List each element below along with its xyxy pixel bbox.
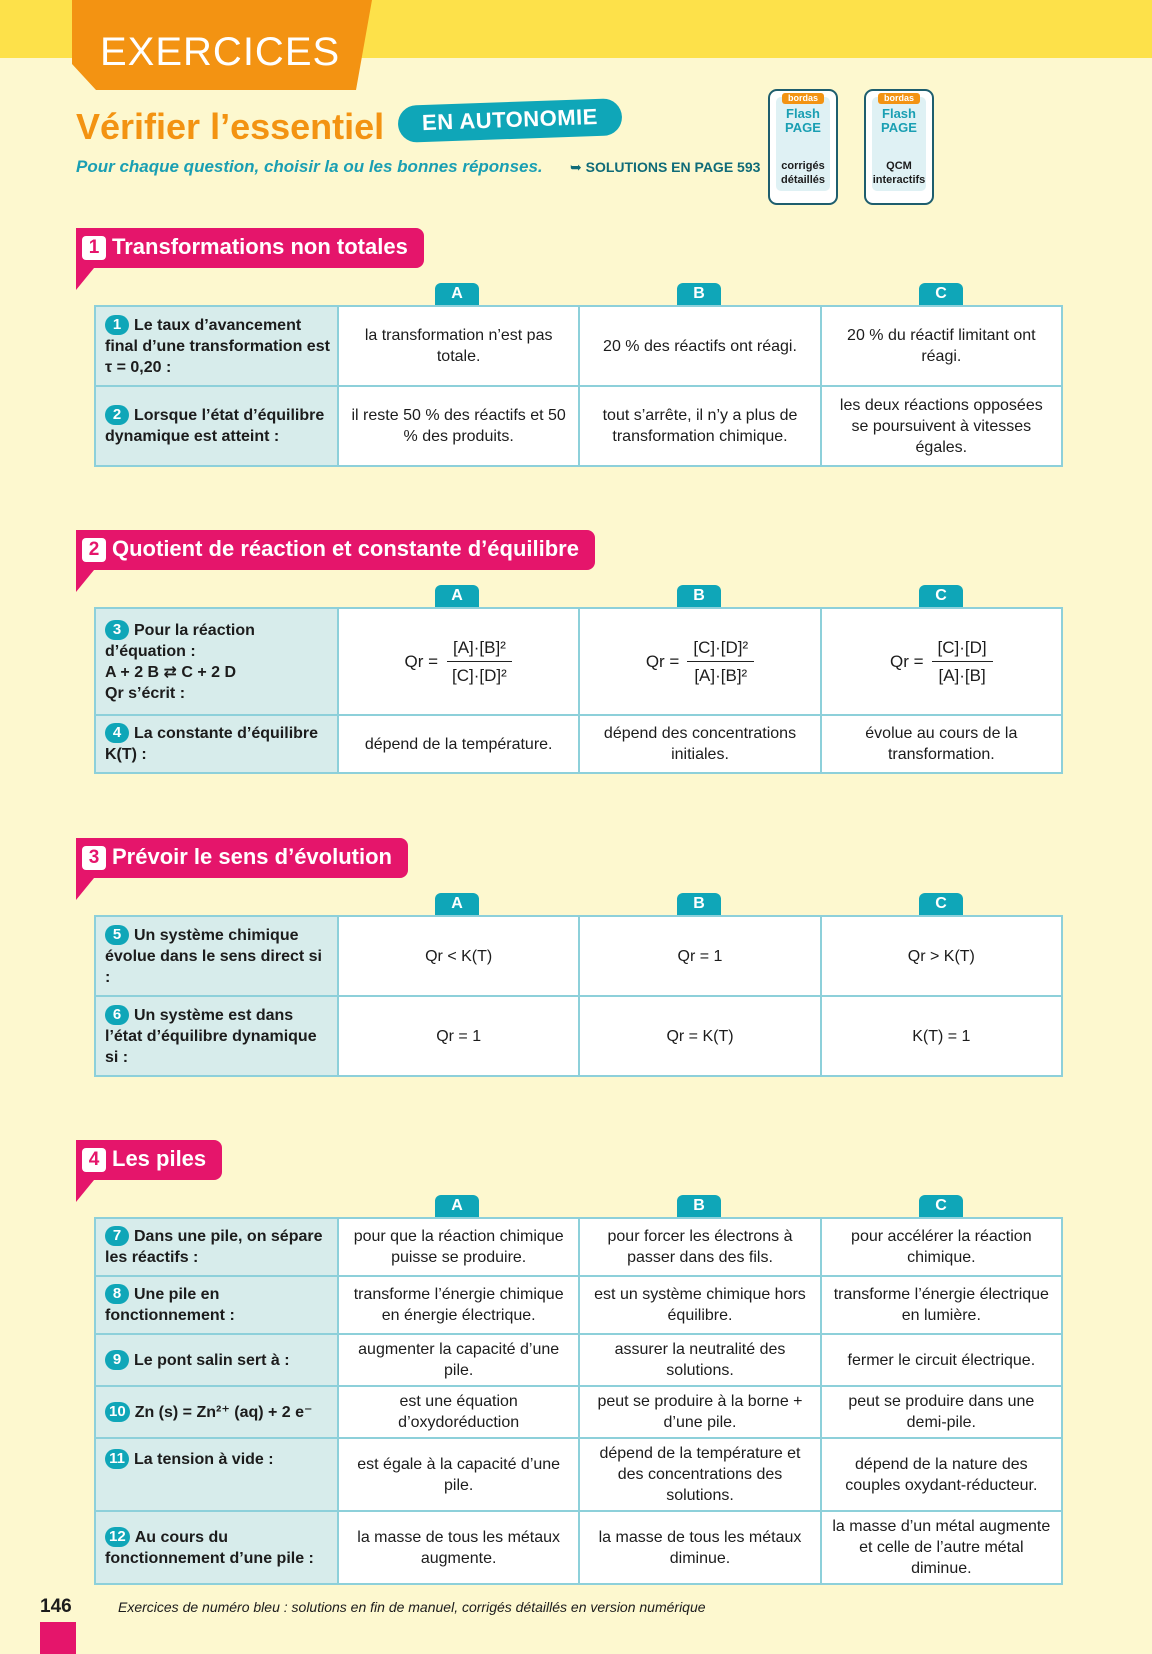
question-cell <box>95 996 338 1076</box>
question-cell <box>95 1511 338 1584</box>
section-2-header <box>76 530 595 570</box>
table-row <box>95 996 1062 1076</box>
question-text: La constante d’équilibre K(T) : <box>105 725 319 763</box>
question-number: 6 <box>105 1005 129 1025</box>
section-tail <box>76 1180 94 1202</box>
column-b-tab: B <box>677 585 721 607</box>
answer-a[interactable]: dépend de la température. <box>338 715 579 773</box>
bordas-logo: bordas <box>782 93 824 104</box>
answer-a[interactable]: la masse de tous les métaux augmente. <box>338 1511 579 1584</box>
answer-a[interactable]: Qr = 1 <box>338 996 579 1076</box>
fraction-numerator: [C]·[D] <box>932 637 993 662</box>
footer-accent-bar <box>40 1622 76 1654</box>
question-cell <box>95 1334 338 1386</box>
formula-lhs: Qr = <box>890 652 924 671</box>
answer-b[interactable]: dépend de la température et des concentrations des solutions. <box>579 1438 820 1511</box>
question-text: Une pile en fonctionnement : <box>105 1286 235 1324</box>
answer-b[interactable]: est un système chimique hors équilibre. <box>579 1276 820 1334</box>
instructions: Pour chaque question, choisir la ou les bonnes réponses. <box>76 157 543 176</box>
question-text: Pour la réaction d’équation : <box>105 621 255 660</box>
table-row <box>95 715 1062 773</box>
fraction-denominator: [A]·[B]² <box>694 666 748 685</box>
answer-a[interactable] <box>338 608 579 715</box>
badge-label: corrigés détaillés <box>780 160 826 186</box>
question-number: 12 <box>105 1527 130 1547</box>
section-title: Les piles <box>112 1146 207 1171</box>
answer-c[interactable]: les deux réactions opposées se poursuivent à vitesses égales. <box>821 386 1062 466</box>
question-text: Lorsque l’état d’équilibre dynamique est atteint : <box>105 407 325 445</box>
table-row <box>95 306 1062 386</box>
column-a-tab: A <box>435 893 479 915</box>
answer-a[interactable]: augmenter la capacité d’une pile. <box>338 1334 579 1386</box>
question-cell <box>95 1438 338 1511</box>
section-tail <box>76 268 94 290</box>
answer-b[interactable]: 20 % des réactifs ont réagi. <box>579 306 820 386</box>
table-row <box>95 386 1062 466</box>
table-row <box>95 1438 1062 1511</box>
question-number: 4 <box>105 723 129 743</box>
section-title: Transformations non totales <box>112 234 408 259</box>
section-number: 4 <box>82 1148 106 1172</box>
page-title: Vérifier l’essentiel <box>76 106 385 147</box>
question-number: 10 <box>105 1402 130 1422</box>
answer-b[interactable]: pour forcer les électrons à passer dans des fils. <box>579 1218 820 1276</box>
answer-c[interactable]: transforme l’énergie électrique en lumière. <box>821 1276 1062 1334</box>
section-1-table <box>94 305 1063 467</box>
exercices-tab-label: EXERCICES <box>100 30 341 74</box>
flashpage-logo: Flash PAGE <box>881 106 917 135</box>
table-row <box>95 608 1062 715</box>
badge-label: QCM interactifs <box>872 160 926 186</box>
answer-c[interactable]: pour accélérer la réaction chimique. <box>821 1218 1062 1276</box>
column-a-tab: A <box>435 585 479 607</box>
answer-a[interactable]: pour que la réaction chimique puisse se produire. <box>338 1218 579 1276</box>
question-text: La tension à vide : <box>134 1451 274 1468</box>
answer-b[interactable]: tout s’arrête, il n’y a plus de transformation chimique. <box>579 386 820 466</box>
bordas-logo: bordas <box>878 93 920 104</box>
autonomie-badge: EN AUTONOMIE <box>397 98 622 143</box>
fraction-numerator: [C]·[D]² <box>687 637 754 662</box>
flashpage-corriges-badge[interactable] <box>768 89 838 205</box>
table-row <box>95 1511 1062 1584</box>
question-number: 9 <box>105 1350 129 1370</box>
answer-c[interactable]: évolue au cours de la transformation. <box>821 715 1062 773</box>
section-tail <box>76 570 94 592</box>
question-text: Le taux d’avancement final d’une transformation est τ = 0,20 : <box>105 316 330 376</box>
question-text: Zn (s) = Zn²⁺ (aq) + 2 e⁻ <box>134 1403 313 1421</box>
fraction-numerator: [A]·[B]² <box>447 637 512 662</box>
answer-c[interactable] <box>821 608 1062 715</box>
answer-b[interactable]: Qr = 1 <box>579 916 820 996</box>
section-3-table <box>94 915 1063 1077</box>
answer-b[interactable]: dépend des concentrations initiales. <box>579 715 820 773</box>
question-number: 7 <box>105 1226 129 1246</box>
section-tail <box>76 878 94 900</box>
answer-b[interactable]: peut se produire à la borne + d’une pile. <box>579 1386 820 1438</box>
section-title: Quotient de réaction et constante d’équilibre <box>112 536 579 561</box>
section-number: 2 <box>82 538 106 562</box>
answer-a[interactable]: il reste 50 % des réactifs et 50 % des produits. <box>338 386 579 466</box>
quotient-formula <box>405 637 513 686</box>
question-suffix: Qr s’écrit : <box>105 684 186 702</box>
flashpage-qcm-badge[interactable] <box>864 89 934 205</box>
solutions-link[interactable]: ➥ SOLUTIONS EN PAGE 593 <box>570 159 761 175</box>
table-row <box>95 1218 1062 1276</box>
answer-c[interactable]: dépend de la nature des couples oxydant-réducteur. <box>821 1438 1062 1511</box>
question-cell <box>95 386 338 466</box>
column-c-tab: C <box>919 283 963 305</box>
question-cell <box>95 1276 338 1334</box>
page-number: 146 <box>40 1596 72 1617</box>
table-row <box>95 916 1062 996</box>
section-number: 1 <box>82 236 106 260</box>
column-b-tab: B <box>677 893 721 915</box>
answer-a[interactable]: transforme l’énergie chimique en énergie électrique. <box>338 1276 579 1334</box>
column-a-tab: A <box>435 1195 479 1217</box>
table-row <box>95 1276 1062 1334</box>
section-4-header <box>76 1140 222 1180</box>
column-c-tab: C <box>919 1195 963 1217</box>
fraction-denominator: [C]·[D]² <box>452 666 507 685</box>
question-text: Le pont salin sert à : <box>134 1351 290 1369</box>
answer-b[interactable]: assurer la neutralité des solutions. <box>579 1334 820 1386</box>
reaction-equation: A + 2 B ⇄ C + 2 D <box>105 663 237 681</box>
question-number: 11 <box>105 1449 129 1469</box>
section-4-table <box>94 1217 1063 1585</box>
section-number: 3 <box>82 846 106 870</box>
answer-a[interactable]: Qr < K(T) <box>338 916 579 996</box>
question-number: 2 <box>105 405 129 425</box>
table-row <box>95 1386 1062 1438</box>
flashpage-logo: Flash PAGE <box>785 106 821 135</box>
column-a-tab: A <box>435 283 479 305</box>
quotient-formula <box>646 637 754 686</box>
question-number: 3 <box>105 620 129 640</box>
fraction-denominator: [A]·[B] <box>938 666 986 685</box>
answer-a[interactable]: est une équation d’oxydoréduction <box>338 1386 579 1438</box>
section-title: Prévoir le sens d’évolution <box>112 844 392 869</box>
question-number: 5 <box>105 925 129 945</box>
section-2-table <box>94 607 1063 774</box>
question-text: Au cours du fonctionnement d’une pile : <box>105 1528 314 1567</box>
formula-lhs: Qr = <box>645 652 680 671</box>
question-cell <box>95 1386 338 1438</box>
quotient-formula <box>890 637 993 686</box>
answer-b[interactable]: la masse de tous les métaux diminue. <box>579 1511 820 1584</box>
question-number: 1 <box>105 315 129 335</box>
answer-c[interactable]: fermer le circuit électrique. <box>821 1334 1062 1386</box>
question-number: 8 <box>105 1284 129 1304</box>
question-cell <box>95 916 338 996</box>
column-b-tab: B <box>677 1195 721 1217</box>
question-cell <box>95 1218 338 1276</box>
question-cell <box>95 608 338 715</box>
question-text: Dans une pile, on sépare les réactifs : <box>105 1228 323 1266</box>
answer-c[interactable]: peut se produire dans une demi-pile. <box>821 1386 1062 1438</box>
answer-c[interactable]: 20 % du réactif limitant ont réagi. <box>821 306 1062 386</box>
answer-c[interactable]: la masse d’un métal augmente et celle de l’autre métal diminue. <box>821 1511 1062 1584</box>
formula-lhs: Qr = <box>404 652 439 671</box>
answer-b[interactable]: Qr = K(T) <box>579 996 820 1076</box>
footer-note: Exercices de numéro bleu : solutions en fin de manuel, corrigés détaillés en version numérique <box>118 1599 706 1615</box>
answer-a[interactable]: est égale à la capacité d’une pile. <box>338 1438 579 1511</box>
column-b-tab: B <box>677 283 721 305</box>
table-row <box>95 1334 1062 1386</box>
question-text: Un système chimique évolue dans le sens direct si : <box>105 926 322 986</box>
answer-c[interactable]: Qr > K(T) <box>821 916 1062 996</box>
answer-b[interactable] <box>579 608 820 715</box>
section-3-header <box>76 838 408 878</box>
answer-c[interactable]: K(T) = 1 <box>821 996 1062 1076</box>
answer-a[interactable]: la transformation n’est pas totale. <box>338 306 579 386</box>
section-1-header <box>76 228 424 268</box>
question-text: Un système est dans l’état d’équilibre dynamique si : <box>105 1006 317 1066</box>
column-c-tab: C <box>919 893 963 915</box>
column-c-tab: C <box>919 585 963 607</box>
question-cell <box>95 306 338 386</box>
question-cell <box>95 715 338 773</box>
